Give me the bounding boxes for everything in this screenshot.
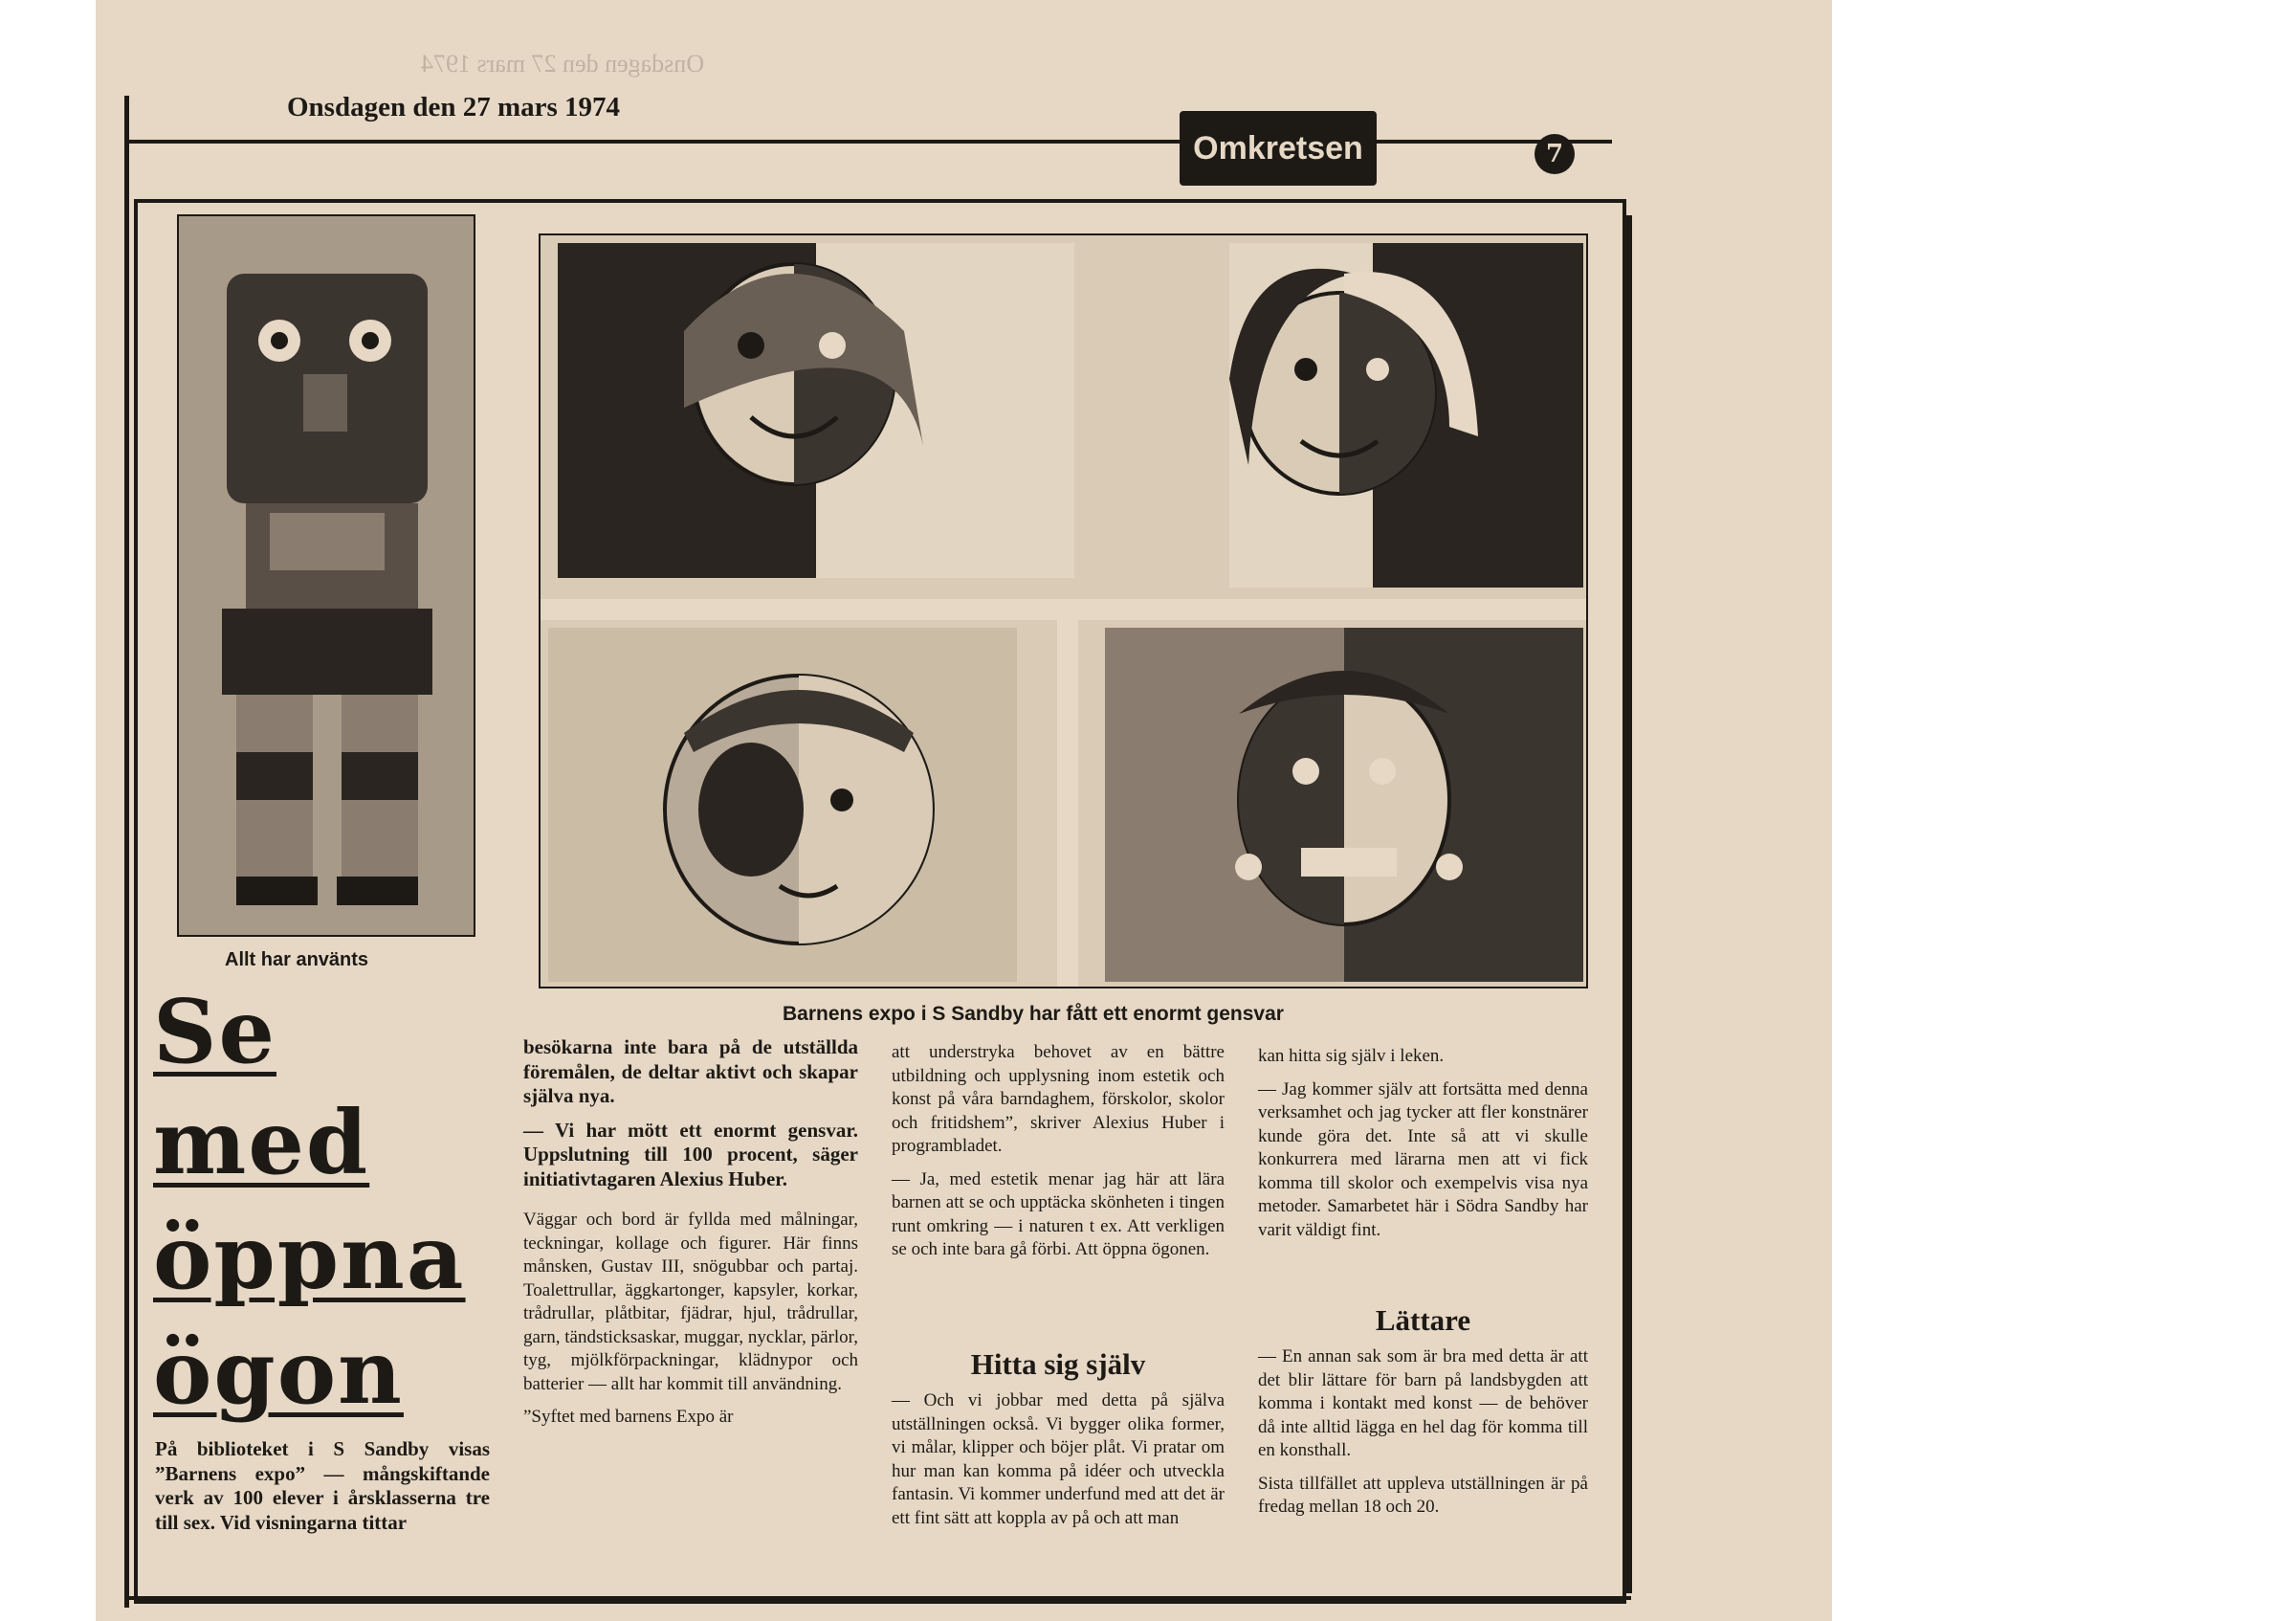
masthead-rule [124, 140, 1612, 144]
headline-line-2: med [153, 1091, 370, 1194]
bleed-through-text: Onsdagen den 27 mars 1974 [421, 50, 705, 78]
subhead-hitta-sig-sjalv: Hitta sig själv [970, 1347, 1146, 1381]
column-4-paragraph-4: Sista tillfället att uppleva utställningen är på fredag mellan 18 och 20. [1258, 1473, 1588, 1517]
headline-line-4: ögon [153, 1321, 404, 1424]
masthead-date: Onsdagen den 27 mars 1974 [287, 92, 621, 122]
children-drawings-photo [539, 233, 1588, 988]
left-photo-caption: Allt har använts [225, 949, 369, 970]
intro-paragraph: På biblioteket i S Sandby visas ”Barnens expo” — mångskiftande verk av 100 elever i årsklasserna tre till sex. Vid visningarna tittar [155, 1437, 490, 1534]
robot-sculpture-photo [177, 214, 475, 937]
frame-left-rule [124, 96, 129, 1608]
page-number: 7 [1534, 134, 1575, 174]
column-3-paragraph-1: att understryka behovet av en bättre utbildning och upplysning inom estetik och konst på våra barndaghem, förskolor, skolor och fritidshem”, skriver Alexius Huber i programbladet. [892, 1042, 1225, 1156]
article-column-2 [523, 1035, 858, 1439]
article-column-4 [1258, 1045, 1588, 1252]
article-column-3 [892, 1041, 1225, 1272]
frame-right-rule [1626, 215, 1632, 1593]
face-drawings-illustration [541, 235, 1588, 988]
column-4-paragraph-1: kan hitta sig själv i leken. [1258, 1046, 1445, 1066]
main-photo-caption: Barnens expo i S Sandby har fått ett enormt gensvar [783, 1003, 1284, 1025]
column-4-paragraph-2: — Jag kommer själv att fortsätta med denna verksamhet och jag tycker att fler konstnärer kunde göra det. Inte så att vi skulle konkurrera med lärarna men att vi fick komma till skolor och exempelvis visa nya metoder. Samarbetet här i Södra Sandby har varit väldigt fint. [1258, 1078, 1588, 1240]
robot-sculpture-illustration [179, 216, 475, 937]
column-3-paragraph-2: — Ja, med estetik menar jag här att lära barnen att se och upptäcka skönheten i tingen runt omkring — i naturen t ex. Att verkligen se och inte bara gå förbi. Att öppna ögonen. [892, 1168, 1225, 1259]
column-3-paragraph-3: — Och vi jobbar med detta på själva utställningen också. Vi bygger olika former, vi målar, klipper och böjer plåt. Vi pratar om hur man kan komma på idéer och utveckla fantasin. Vi kommer underfund med att det är ett fint sätt att koppla av på och att man [892, 1390, 1225, 1528]
article-column-3b [892, 1389, 1225, 1540]
bottom-rule [124, 1596, 1631, 1600]
column-2-paragraph-2: ”Syftet med barnens Expo är [523, 1407, 734, 1427]
article-column-4b [1258, 1345, 1588, 1529]
section-logo: Omkretsen [1180, 111, 1377, 186]
column-2-paragraph-1: Väggar och bord är fyllda med målningar, teckningar, kollage och figurer. Här finns månsken, Gustav III, snögubbar och partaj. Toalettrullar, äggkartonger, kapsyler, korkar, trådrullar, plåtbitar, fjädrar, hjul, trådrullar, garn, tändsticksaskar, muggar, nycklar, pärlor, tyg, mjölkförpackningar, klädnypor och batterier — allt har kommit till användning. [523, 1210, 858, 1394]
article-column-1 [155, 1437, 490, 1544]
column-4-paragraph-3: — En annan sak som är bra med detta är att det blir lättare för barn på landsbygden att komma i kontakt med konst — de behöver då inte alltid lägga en hel dag för komma till en konsthall. [1258, 1346, 1588, 1460]
headline-line-1: Se [153, 980, 276, 1083]
column-2-quote: — Vi har mött ett enormt gensvar. Uppslutning till 100 procent, säger initiativtagaren Alexius Huber. [523, 1118, 858, 1190]
column-2-lead: besökarna inte bara på de utställda föremålen, de deltar aktivt och skapar själva nya. [523, 1035, 858, 1107]
subhead-lattare: Lättare [1375, 1303, 1471, 1337]
headline-line-3: öppna [153, 1206, 466, 1309]
